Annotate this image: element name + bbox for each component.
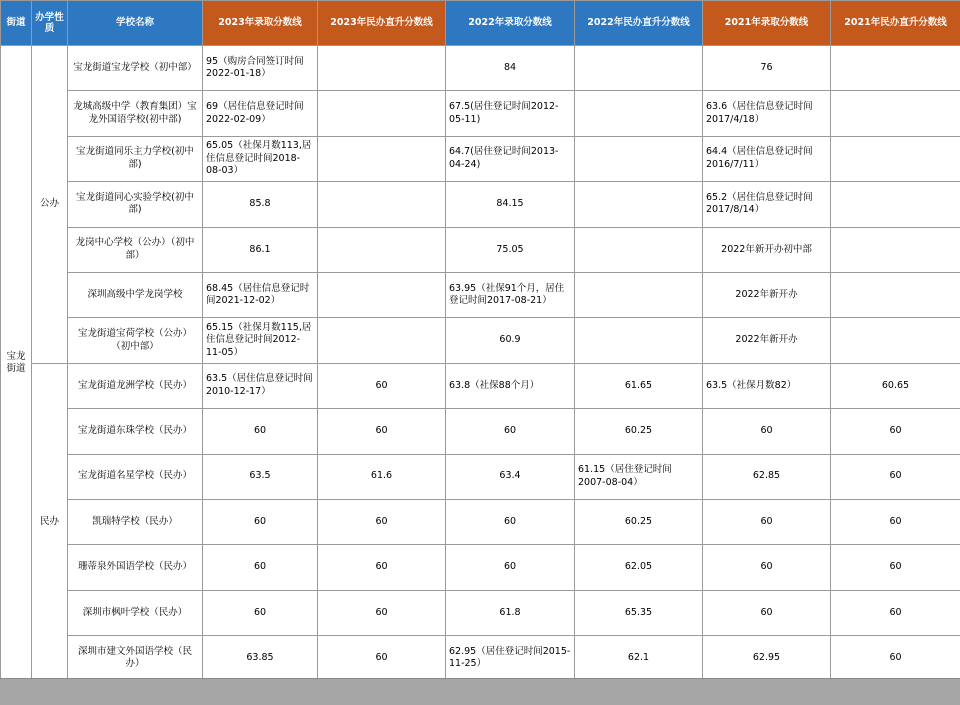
- score-2022-cell: 67.5(居住登记时间2012-05-11): [446, 91, 575, 136]
- score-2023-cell: 86.1: [203, 227, 318, 272]
- score-2023-cell: 63.5（居住信息登记时间2010-12-17）: [203, 363, 318, 408]
- private-2022-cell: 61.65: [575, 363, 703, 408]
- table-row: [1, 363, 960, 408]
- header-row: [1, 1, 960, 46]
- score-2022-cell: 63.4: [446, 454, 575, 499]
- score-2023-cell: 60: [203, 590, 318, 635]
- school-name-cell: 宝龙街道宝荷学校（公办）（初中部）: [68, 318, 203, 363]
- score-2023-cell: 65.15（社保月数115,居住信息登记时间2012-11-05）: [203, 318, 318, 363]
- score-2021-cell: 63.5（社保月数82）: [703, 363, 831, 408]
- score-2021-cell: 60: [703, 590, 831, 635]
- private-2022-cell: 60.25: [575, 499, 703, 544]
- private-2021-cell: [831, 136, 960, 181]
- header-district: 街道: [1, 1, 32, 46]
- header-2021-score: 2021年录取分数线: [703, 1, 831, 46]
- private-2022-cell: 60.25: [575, 409, 703, 454]
- private-2023-cell: 60: [318, 409, 446, 454]
- header-2023-score: 2023年录取分数线: [203, 1, 318, 46]
- score-2022-cell: 62.95（居住登记时间2015-11-25）: [446, 636, 575, 681]
- private-2021-cell: [831, 46, 960, 91]
- header-2022-score: 2022年录取分数线: [446, 1, 575, 46]
- private-2023-cell: 60: [318, 499, 446, 544]
- score-2023-cell: 69（居住信息登记时间2022-02-09）: [203, 91, 318, 136]
- score-2022-cell: 60: [446, 409, 575, 454]
- school-name-cell: 宝龙街道龙洲学校（民办）: [68, 363, 203, 408]
- school-name-cell: 宝龙街道东珠学校（民办）: [68, 409, 203, 454]
- private-2022-cell: 62.1: [575, 636, 703, 681]
- score-2023-cell: 60: [203, 409, 318, 454]
- score-2021-cell: 60: [703, 499, 831, 544]
- private-2021-cell: [831, 272, 960, 317]
- school-name-cell: 宝龙街道宝龙学校（初中部）: [68, 46, 203, 91]
- table-row: [1, 590, 960, 635]
- score-2022-cell: 60: [446, 545, 575, 590]
- private-2022-cell: [575, 272, 703, 317]
- score-2022-cell: 84: [446, 46, 575, 91]
- table-row: [1, 91, 960, 136]
- score-2021-cell: 60: [703, 409, 831, 454]
- private-2023-cell: [318, 318, 446, 363]
- score-2021-cell: 65.2（居住信息登记时间2017/8/14）: [703, 182, 831, 227]
- score-2021-cell: 62.85: [703, 454, 831, 499]
- score-2021-cell: 64.4（居住信息登记时间2016/7/11）: [703, 136, 831, 181]
- private-2021-cell: [831, 318, 960, 363]
- school-name-cell: 龙岗中心学校（公办）（初中部）: [68, 227, 203, 272]
- private-2022-cell: 62.05: [575, 545, 703, 590]
- table-row: [1, 409, 960, 454]
- private-2023-cell: [318, 91, 446, 136]
- score-2022-cell: 60.9: [446, 318, 575, 363]
- school-name-cell: 深圳高级中学龙岗学校: [68, 272, 203, 317]
- private-2023-cell: 61.6: [318, 454, 446, 499]
- table-row: [1, 318, 960, 363]
- score-2023-cell: 85.8: [203, 182, 318, 227]
- score-2023-cell: 68.45（居住信息登记时间2021-12-02）: [203, 272, 318, 317]
- private-2023-cell: 60: [318, 590, 446, 635]
- score-2021-cell: 63.6（居住信息登记时间2017/4/18）: [703, 91, 831, 136]
- private-2023-cell: [318, 272, 446, 317]
- private-2022-cell: [575, 182, 703, 227]
- private-2023-cell: 60: [318, 363, 446, 408]
- header-2023-private: 2023年民办直升分数线: [318, 1, 446, 46]
- score-2023-cell: 63.85: [203, 636, 318, 681]
- school-name-cell: 深圳市建文外国语学校（民办）: [68, 636, 203, 681]
- type-public-cell: 公办: [32, 46, 68, 364]
- private-2022-cell: [575, 46, 703, 91]
- table-row: [1, 182, 960, 227]
- private-2023-cell: [318, 227, 446, 272]
- score-2023-cell: 95（购房合同签订时间2022-01-18）: [203, 46, 318, 91]
- score-2022-cell: 60: [446, 499, 575, 544]
- score-2021-cell: 62.95: [703, 636, 831, 681]
- score-2023-cell: 60: [203, 499, 318, 544]
- score-2022-cell: 64.7(居住登记时间2013-04-24): [446, 136, 575, 181]
- private-2022-cell: 61.15（居住登记时间2007-08-04）: [575, 454, 703, 499]
- score-2021-cell: 60: [703, 545, 831, 590]
- private-2021-cell: [831, 91, 960, 136]
- score-2021-cell: 2022年新开办: [703, 272, 831, 317]
- header-2022-private: 2022年民办直升分数线: [575, 1, 703, 46]
- private-2021-cell: 60: [831, 454, 960, 499]
- type-private-cell: 民办: [32, 363, 68, 681]
- table-row: [1, 545, 960, 590]
- header-school: 学校名称: [68, 1, 203, 46]
- table-row: [1, 272, 960, 317]
- private-2021-cell: 60: [831, 499, 960, 544]
- school-name-cell: 宝龙街道同乐主力学校(初中部): [68, 136, 203, 181]
- table-row: [1, 454, 960, 499]
- score-2022-cell: 63.8（社保88个月）: [446, 363, 575, 408]
- private-2022-cell: [575, 227, 703, 272]
- school-name-cell: 宝龙街道同心实验学校(初中部): [68, 182, 203, 227]
- table-row: [1, 636, 960, 681]
- score-2022-cell: 84.15: [446, 182, 575, 227]
- score-2023-cell: 65.05（社保月数113,居住信息登记时间2018-08-03）: [203, 136, 318, 181]
- district-cell: 宝龙街道: [1, 46, 32, 681]
- school-name-cell: 珊蒂泉外国语学校（民办）: [68, 545, 203, 590]
- score-2022-cell: 61.8: [446, 590, 575, 635]
- private-2021-cell: 60.65: [831, 363, 960, 408]
- private-2022-cell: [575, 136, 703, 181]
- score-2022-cell: 63.95（社保91个月，居住登记时间2017-08-21）: [446, 272, 575, 317]
- private-2021-cell: [831, 182, 960, 227]
- score-2023-cell: 63.5: [203, 454, 318, 499]
- private-2021-cell: 60: [831, 636, 960, 681]
- private-2023-cell: [318, 46, 446, 91]
- private-2021-cell: 60: [831, 545, 960, 590]
- school-name-cell: 宝龙街道名星学校（民办）: [68, 454, 203, 499]
- private-2022-cell: 65.35: [575, 590, 703, 635]
- private-2023-cell: [318, 182, 446, 227]
- school-name-cell: 凯瑞特学校（民办）: [68, 499, 203, 544]
- footer-bar: [0, 678, 960, 705]
- table-row: [1, 227, 960, 272]
- header-2021-private: 2021年民办直升分数线: [831, 1, 960, 46]
- school-name-cell: 龙城高级中学（教育集团）宝龙外国语学校(初中部): [68, 91, 203, 136]
- table-row: [1, 499, 960, 544]
- header-type: 办学性质: [32, 1, 68, 46]
- private-2022-cell: [575, 318, 703, 363]
- private-2022-cell: [575, 91, 703, 136]
- score-2022-cell: 75.05: [446, 227, 575, 272]
- private-2021-cell: [831, 227, 960, 272]
- table-row: [1, 46, 960, 91]
- private-2023-cell: [318, 136, 446, 181]
- score-2021-cell: 76: [703, 46, 831, 91]
- private-2023-cell: 60: [318, 545, 446, 590]
- school-name-cell: 深圳市枫叶学校（民办）: [68, 590, 203, 635]
- private-2021-cell: 60: [831, 590, 960, 635]
- score-2021-cell: 2022年新开办: [703, 318, 831, 363]
- private-2023-cell: 60: [318, 636, 446, 681]
- table-row: [1, 136, 960, 181]
- score-2023-cell: 60: [203, 545, 318, 590]
- private-2021-cell: 60: [831, 409, 960, 454]
- score-2021-cell: 2022年新开办初中部: [703, 227, 831, 272]
